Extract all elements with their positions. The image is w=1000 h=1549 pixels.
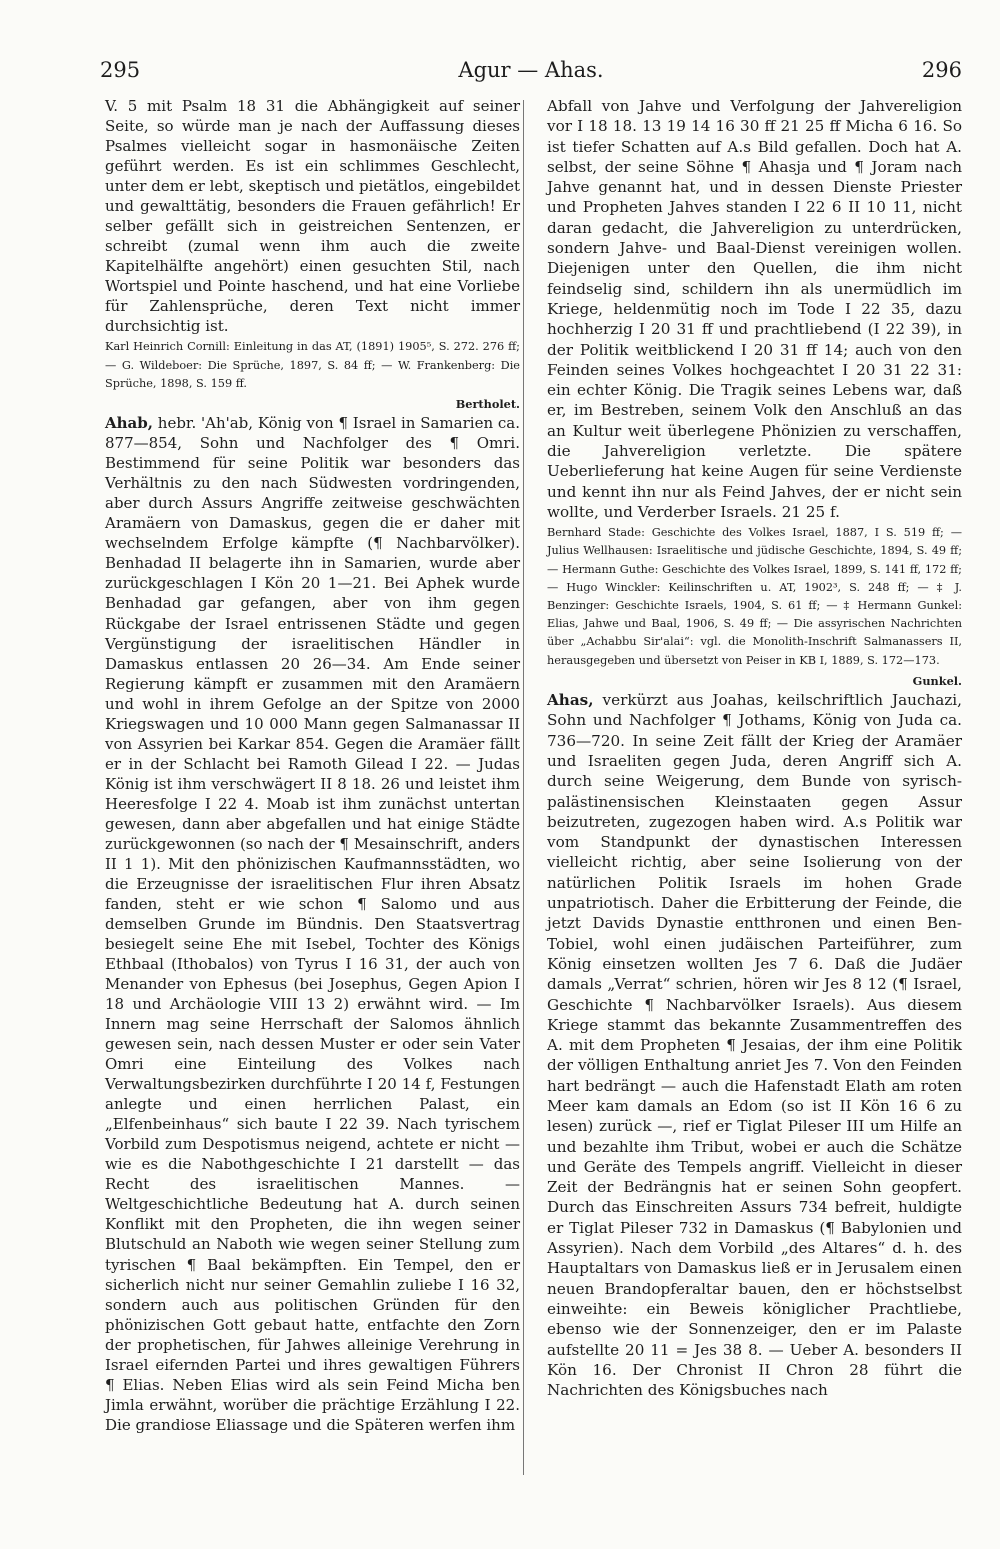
agur-continuation-paragraph: V. 5 mit Psalm 18 31 die Abhängigkeit auf seiner Seite, so würde man je nach der Auffassung dieses Psalmes vielleicht sogar in hasmonäische Zeiten geführt werden. Es ist ein schlimmes Geschlecht, unter dem er lebt, skeptisch und pietätlos, eingebildet und gewalttätig, besonders die Frauen gefährlich! Er selber gefällt sich in geistreichen Sentenzen, er schreibt (zumal wenn ihm auch die zweite Kapitelhälfte angehört) einen gesuchten Stil, nach Wortspiel und Pointe haschend, und hat eine Vorliebe für Zahlensprüche, deren Text nicht immer durchsichtig ist. bbox=[105, 97, 520, 336]
ahab-literature: Bernhard Stade: Geschichte des Volkes Israel, 1887, I S. 519 ff; — Julius Wellhausen: Israelitische und jüdische Geschichte, 1894, S. 49 ff; — Hermann Guthe: Geschichte des Volkes Israel, 1899, S. 141 ff, 172 ff; — Hugo Winckler: Keilinschriften u. AT, 1902³, S. 248 ff; — ‡ J. Benzinger: Geschichte Israels, 1904, S. 61 ff; — ‡ Hermann Gunkel: Elias, Jahwe und Baal, 1906, S. 49 ff; — Die assyrischen Nachrichten über „Achabbu Sir'alai“: vgl. die Monolith-Inschrift Salmanassers II, herausgegeben und übersetzt von Peiser in KB I, 1889, S. 172—173. bbox=[547, 526, 962, 667]
entry-ahab bbox=[105, 413, 520, 1435]
entry-text-ahas: verkürzt aus Joahas, keilschriftlich Jauchazi, Sohn und Nachfolger ¶ Jothams, König von Juda ca. 736—720. In seine Zeit fällt der Krieg der Aramäer und Israeliten gegen Juda, deren Angriff sich A. durch seine Weigerung, dem Bunde von syrisch-palästinensischen Kleinstaaten gegen Assur beizutreten, zugezogen haben wird. A.s Politik war vom Standpunkt der dynastischen Interessen vielleicht richtig, aber seine Isolierung von der natürlichen Politik Israels im hohen Grade unpatriotisch. Daher die Erbitterung der Feinde, die jetzt Davids Dynastie entthronen und einen Ben-Tobiel, wohl einen judäischen Parteiführer, zum König einsetzen wollten Jes 7 6. Daß die Judäer damals „Verrat“ schrien, hören wir Jes 8 12 (¶ Israel, Geschichte ¶ Nachbarvölker Israels). Aus diesem Kriege stammt das bekannte Zusammentreffen des A. mit dem Propheten ¶ Jesaias, der ihm eine Politik der völligen Enthaltung anriet Jes 7. Von den Feinden hart bedrängt — auch die Hafenstadt Elath am roten Meer kam damals an Edom (so ist II Kön 16 6 zu lesen) zurück —, rief er Tiglat Pileser III um Hilfe an und bezahlte ihm Tribut, wobei er auch die Schätze und Geräte des Tempels angriff. Vielleicht in dieser Zeit der Bedrängnis hat er seinen Sohn geopfert. Durch das Einschreiten Assurs 734 befreit, huldigte er Tiglat Pileser 732 in Damaskus (¶ Babylonien und Assyrien). Nach dem Vorbild „des Altares“ d. h. des Hauptaltars von Damaskus ließ er in Jerusalem einen neuen Brandopferaltar bauen, den er höchstselbst einweihte: ein Beweis königlicher Prachtliebe, ebenso wie der Sonnenzeiger, den er im Palaste aufstellte 20 11 = Jes 38 8. — Ueber A. besonders II Kön 16. Der Chronist II Chron 28 führt die Nachrichten des Königsbuches nach bbox=[547, 691, 962, 1400]
page-number-right: 296 bbox=[921, 58, 962, 82]
right-column bbox=[547, 96, 962, 1400]
entry-ahas bbox=[547, 690, 962, 1400]
left-column bbox=[105, 96, 520, 1435]
entry-heading-ahab: Ahab, bbox=[105, 414, 153, 433]
running-title: Agur — Ahas. bbox=[458, 58, 604, 82]
agur-literature: Karl Heinrich Cornill: Einleitung in das AT, (1891) 1905⁵, S. 272. 276 ff; — G. Wildeboer: Die Sprüche, 1897, S. 84 ff; — W. Frankenberg: Die Sprüche, 1898, S. 159 ff. bbox=[105, 340, 520, 390]
entry-text-ahab: hebr. 'Ah'ab, König von ¶ Israel in Samarien ca. 877—854, Sohn und Nachfolger des ¶ Omri. Bestimmend für seine Politik war besonders das Verhältnis zu den nach Südwesten vordringenden, aber durch Assurs Angriffe zeitweise geschwächten Aramäern von Damaskus, gegen die er daher mit wechselndem Erfolge kämpfte (¶ Nachbarvölker). Benhadad II belagerte ihn in Samarien, wurde aber zurückgeschlagen I Kön 20 1—21. Bei Aphek wurde Benhadad gar gefangen, aber von ihm gegen Rückgabe der Israel entrissenen Städte und gegen Vergünstigung der israelitischen Händler in Damaskus entlassen 20 26—34. Am Ende seiner Regierung kämpft er zusammen mit den Aramäern und wohl in ihrem Gefolge an der Spitze von 2000 Kriegswagen und 10 000 Mann gegen Salmanassar II von Assyrien bei Karkar 854. Gegen die Aramäer fällt er in der Schlacht bei Ramoth Gilead I 22. — Judas König ist ihm verschwägert II 8 18. 26 und leistet ihm Heeresfolge I 22 4. Moab ist ihm zunächst untertan gewesen, dann aber abgefallen und hat einige Städte zurückgewonnen (so nach der ¶ Mesainschrift, anders II 1 1). Mit den phönizischen Kaufmannsstädten, wo die Erzeugnisse der israelitischen Flur ihren Absatz fanden, steht er wie schon ¶ Salomo und aus demselben Grunde im Bündnis. Den Staatsvertrag besiegelt seine Ehe mit Isebel, Tochter des Königs Ethbaal (Ithobalos) von Tyrus I 16 31, der auch von Menander von Ephesus (bei Josephus, Gegen Apion I 18 und Archäologie VIII 13 2) erwähnt wird. — Im Innern mag seine Herrschaft der Salomos ähnlich gewesen sein, nach dessen Muster er oder sein Vater Omri eine Einteilung des Volkes nach Verwaltungsbezirken durchführte I 20 14 f, Festungen anlegte und einen herrlichen Palast, ein „Elfenbeinhaus“ sich baute I 22 39. Nach tyrischem Vorbild zum Despotismus neigend, achtete er nicht — wie es die Nabothgeschichte I 21 darstellt — das Recht des israelitischen Mannes. — Weltgeschichtliche Bedeutung hat A. durch seinen Konflikt mit den Propheten, die ihn wegen seiner Blutschuld an Naboth wie wegen seiner Stellung zum tyrischen ¶ Baal bekämpften. Ein Tempel, den er sicherlich nicht nur seiner Gemahlin zuliebe I 16 32, sondern auch aus politischen Gründen für den phönizischen Gott gebaut hatte, entfachte den Zorn der prophetischen, für Jahwes alleinige Verehrung in Israel eifernden Partei und ihres gewaltigen Führers ¶ Elias. Neben Elias wird als sein Feind Micha ben Jimla erwähnt, worüber die prächtige Erzählung I 22. Die grandiose Eliassage und die Späteren werfen ihm bbox=[105, 414, 520, 1434]
column-divider bbox=[523, 100, 524, 1475]
ahab-continuation-paragraph: Abfall von Jahve und Verfolgung der Jahvereligion vor I 18 18. 13 19 14 16 30 ff 21 25 ff Micha 6 16. So ist tiefer Schatten auf A.s Bild gefallen. Doch hat A. selbst, der seine Söhne ¶ Ahasja und ¶ Joram nach Jahve genannt hat, und in dessen Dienste Priester und Propheten Jahves standen I 22 6 II 10 11, nicht daran gedacht, die Jahvereligion zu unterdrücken, sondern Jahve- und Baal-Dienst vereinigen wollen. Diejenigen unter den Quellen, die ihm nicht feindselig sind, schildern ihn als unermüdlich im Kriege, heldenmütig noch im Tode I 22 35, dazu hochherzig I 20 31 ff und prachtliebend (I 22 39), in der Politik weitblickend I 20 31 ff 14; auch von den Feinden seines Volkes hochgeachtet I 20 31 22 31: ein echter König. Die Tragik seines Lebens war, daß er, im Bestreben, seinem Volk den Anschluß an das an Kultur weit überlegene Phönizien zu verschaffen, die Jahvereligion verletzte. Die spätere Ueberlieferung hat keine Augen für seine Verdienste und kennt ihn nur als Feind Jahves, der er nicht sein wollte, und Verderber Israels. 21 25 f. bbox=[547, 97, 962, 521]
entry-heading-ahas: Ahas, bbox=[547, 691, 594, 710]
running-header bbox=[100, 58, 962, 90]
page-number-left: 295 bbox=[100, 58, 141, 82]
author-signature-gunkel: Gunkel. bbox=[912, 673, 962, 688]
author-signature-bertholet: Bertholet. bbox=[455, 396, 520, 411]
